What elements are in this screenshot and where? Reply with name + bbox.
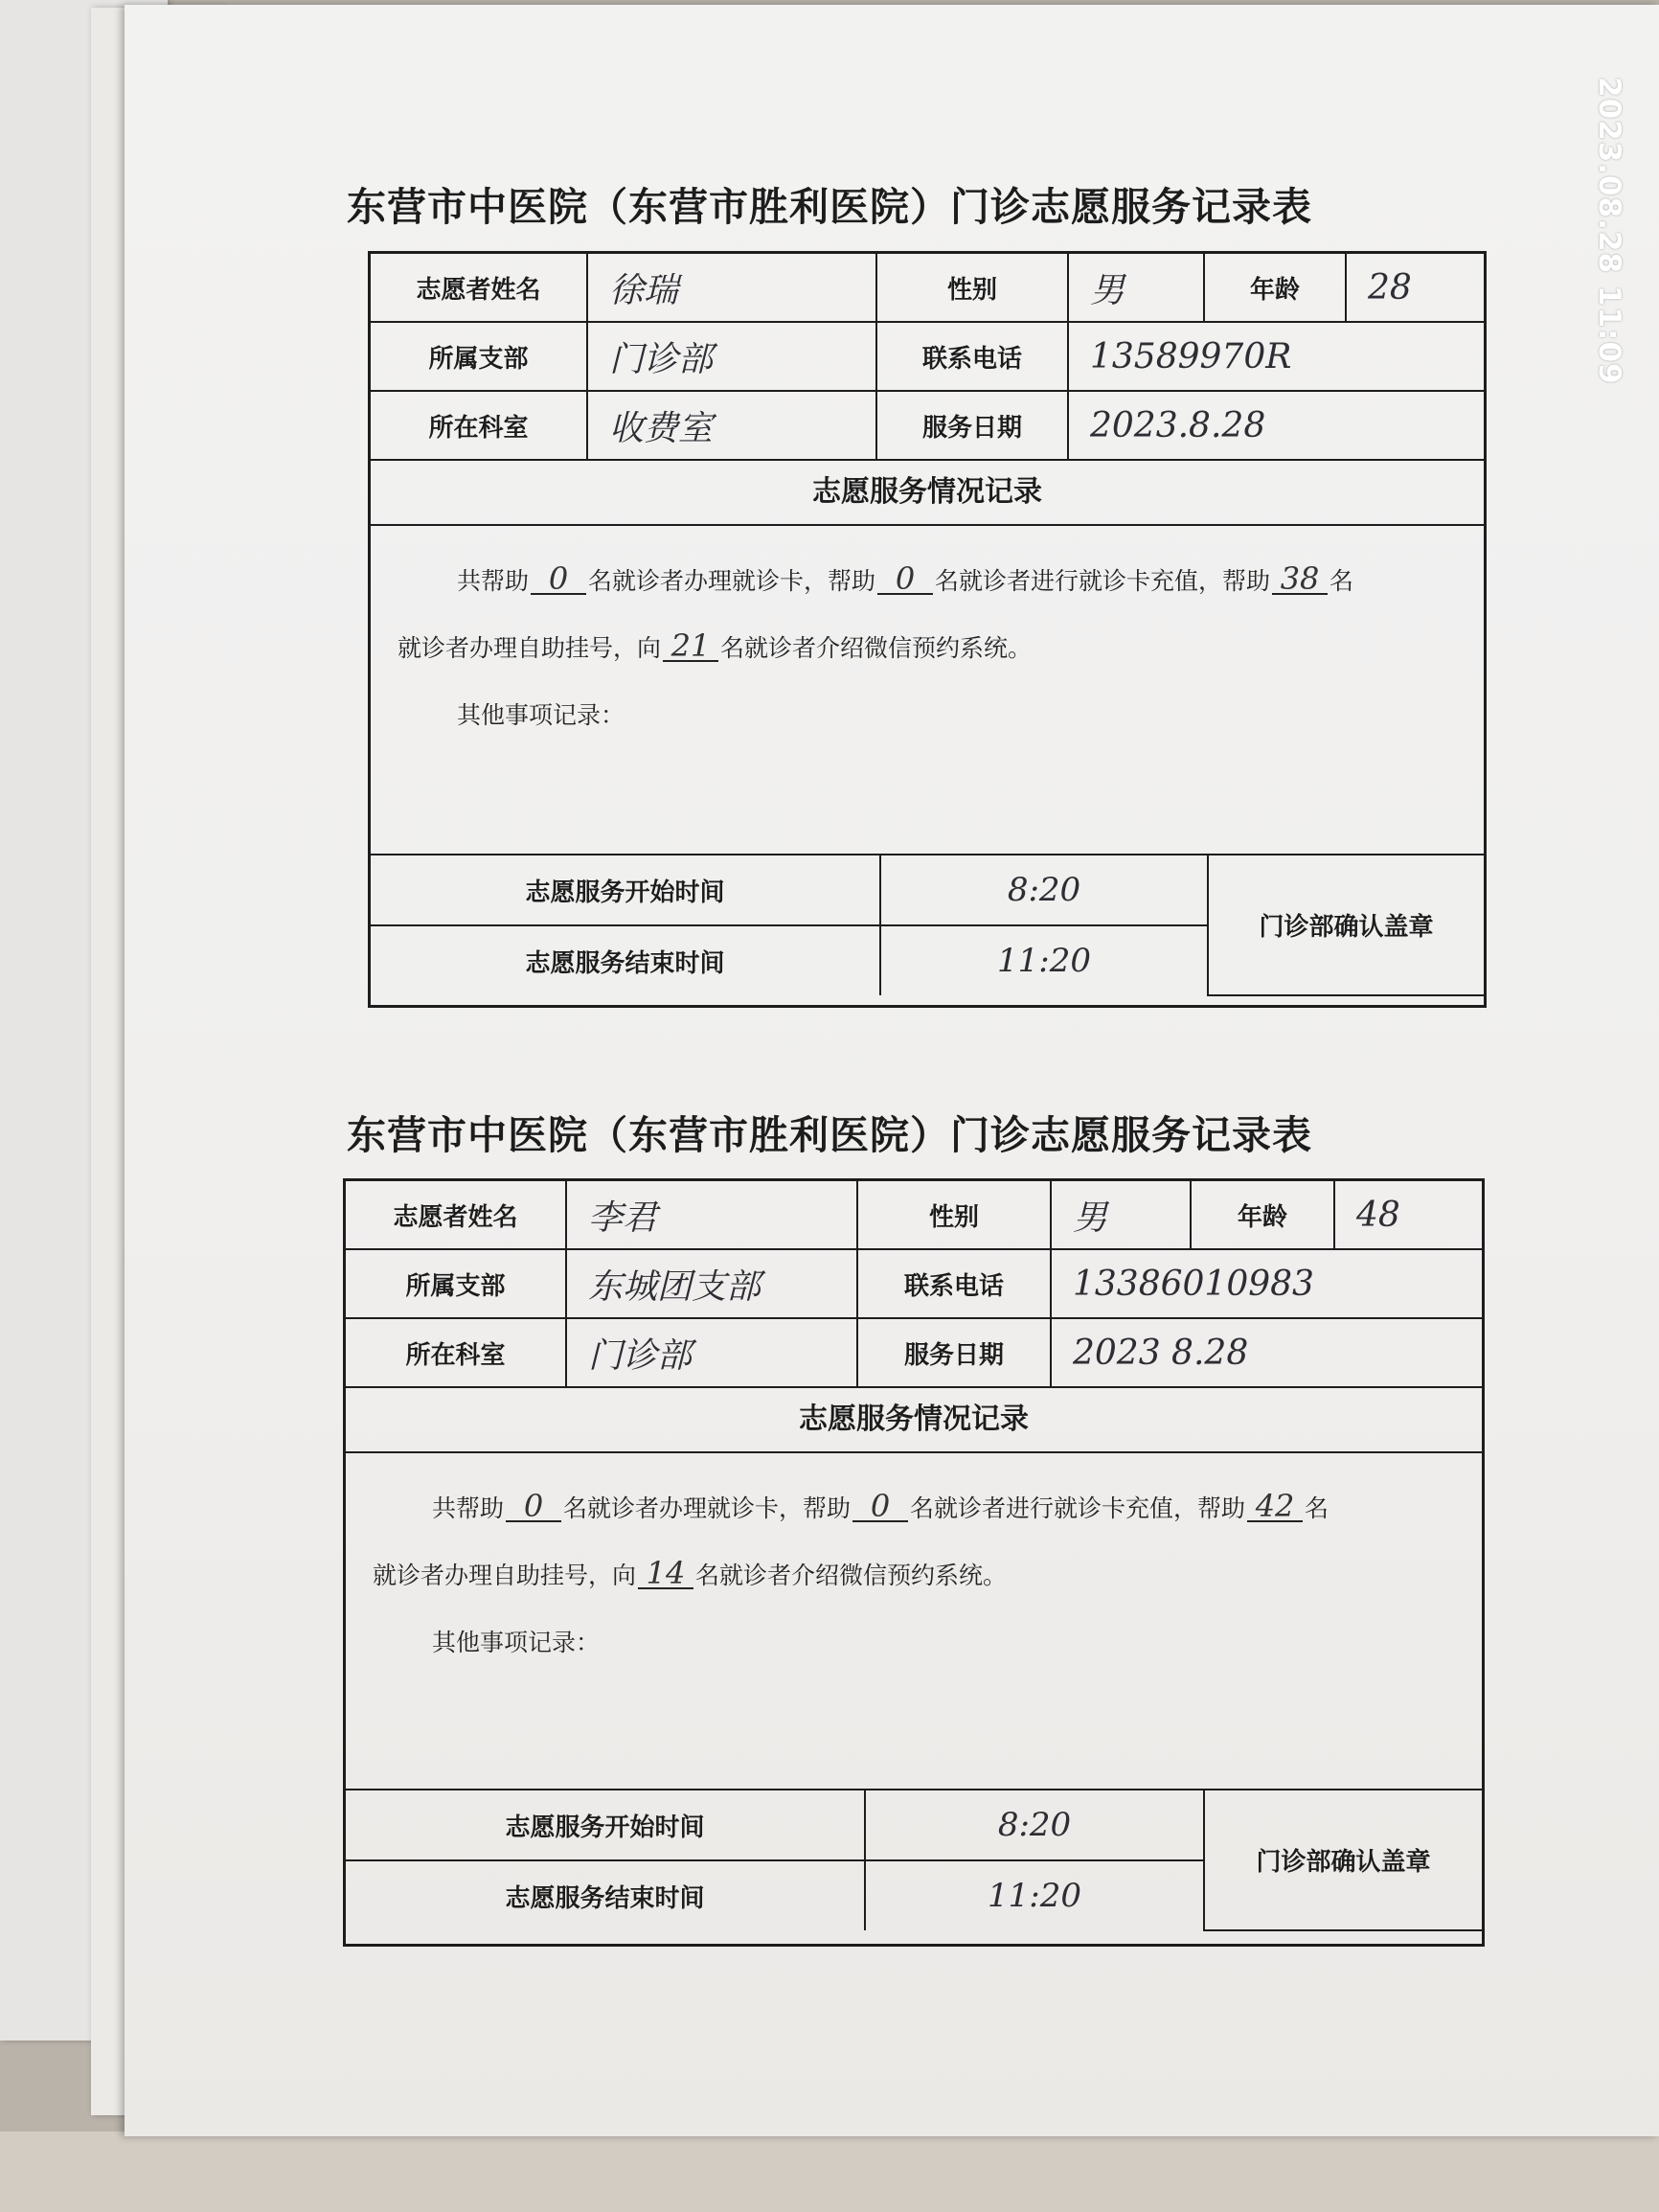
name-label: 志愿者姓名 [346, 1181, 566, 1249]
dept-label: 所在科室 [346, 1318, 566, 1387]
branch-label: 所属支部 [371, 322, 587, 391]
branch-value: 东城团支部 [566, 1249, 857, 1318]
gender-label: 性别 [876, 254, 1068, 322]
gender-label: 性别 [857, 1181, 1051, 1249]
branch-label: 所属支部 [346, 1249, 566, 1318]
record-text: 名就诊者介绍微信预约系统。 [695, 1562, 1008, 1589]
date-value: 2023.8.28 [1068, 391, 1484, 460]
form-title: 东营市中医院（东营市胜利医院）门诊志愿服务记录表 [347, 1112, 1312, 1158]
age-label: 年龄 [1191, 1181, 1334, 1249]
dept-label: 所在科室 [371, 391, 587, 460]
record-text: 就诊者办理自助挂号，向 [398, 634, 662, 662]
section-heading: 志愿服务情况记录 [371, 461, 1484, 526]
selfreg-count: 38 [1272, 564, 1328, 595]
record-line [457, 562, 1353, 597]
recharge-count: 0 [877, 564, 933, 595]
phone-label: 联系电话 [857, 1249, 1051, 1318]
stamp-label: 门诊部确认盖章 [1208, 855, 1484, 995]
name-value: 徐瑞 [587, 254, 876, 322]
other-notes-label: 其他事项记录： [432, 1629, 601, 1656]
record-text: 名 [1329, 567, 1354, 595]
age-label: 年龄 [1204, 254, 1346, 322]
section-heading: 志愿服务情况记录 [346, 1388, 1482, 1453]
record-line [398, 629, 1032, 664]
record-text: 名就诊者办理就诊卡，帮助 [588, 567, 876, 595]
name-value: 李君 [566, 1181, 857, 1249]
phone-value: 13386010983 [1051, 1249, 1482, 1318]
record-text: 名就诊者办理就诊卡，帮助 [563, 1494, 852, 1522]
record-text: 共帮助 [457, 567, 530, 595]
start-time-label: 志愿服务开始时间 [371, 855, 880, 925]
wechat-count: 21 [663, 631, 718, 662]
time-table [371, 855, 1484, 996]
phone-label: 联系电话 [876, 322, 1068, 391]
end-time-value: 11:20 [865, 1860, 1204, 1930]
age-value: 48 [1334, 1181, 1482, 1249]
recharge-count: 0 [852, 1492, 908, 1522]
photo-timestamp: 2023.08.28 11:09 [1592, 77, 1626, 385]
branch-value: 门诊部 [587, 322, 876, 391]
record-line [373, 1557, 1007, 1591]
volunteer-form [343, 1178, 1485, 1947]
end-time-label: 志愿服务结束时间 [346, 1860, 865, 1930]
record-text: 名就诊者进行就诊卡充值，帮助 [910, 1494, 1246, 1522]
date-value: 2023 8.28 [1051, 1318, 1482, 1387]
record-text: 名就诊者进行就诊卡充值，帮助 [935, 567, 1271, 595]
dept-value: 门诊部 [566, 1318, 857, 1387]
name-label: 志愿者姓名 [371, 254, 587, 322]
record-text: 名 [1305, 1494, 1329, 1522]
record-text: 名就诊者介绍微信预约系统。 [720, 634, 1033, 662]
service-record [371, 526, 1484, 855]
service-record [346, 1453, 1482, 1790]
date-label: 服务日期 [857, 1318, 1051, 1387]
cards-count: 0 [506, 1492, 561, 1522]
record-line [432, 1490, 1329, 1524]
form-title: 东营市中医院（东营市胜利医院）门诊志愿服务记录表 [347, 184, 1312, 230]
record-text: 就诊者办理自助挂号，向 [373, 1562, 637, 1589]
start-time-label: 志愿服务开始时间 [346, 1790, 865, 1860]
wechat-count: 14 [638, 1559, 693, 1589]
table-surface [0, 2132, 1659, 2212]
phone-value: 13589970R [1068, 322, 1484, 391]
age-value: 28 [1346, 254, 1484, 322]
volunteer-form [368, 251, 1487, 1008]
gender-value: 男 [1051, 1181, 1191, 1249]
end-time-value: 11:20 [880, 925, 1208, 995]
record-text: 共帮助 [432, 1494, 505, 1522]
dept-value: 收费室 [587, 391, 876, 460]
cards-count: 0 [531, 564, 586, 595]
end-time-label: 志愿服务结束时间 [371, 925, 880, 995]
selfreg-count: 42 [1247, 1492, 1303, 1522]
time-table [346, 1790, 1482, 1931]
gender-value: 男 [1068, 254, 1204, 322]
start-time-value: 8:20 [865, 1790, 1204, 1860]
date-label: 服务日期 [876, 391, 1068, 460]
other-notes-label: 其他事项记录： [457, 701, 625, 729]
info-table [346, 1181, 1482, 1388]
start-time-value: 8:20 [880, 855, 1208, 925]
info-table [371, 254, 1484, 461]
stamp-label: 门诊部确认盖章 [1204, 1790, 1482, 1930]
